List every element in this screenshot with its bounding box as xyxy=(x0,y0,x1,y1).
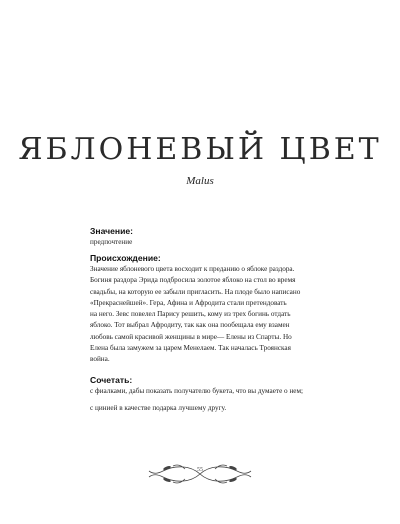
page-title: ЯБЛОНЕВЫЙ ЦВЕТ xyxy=(18,132,382,167)
origin-text xyxy=(90,264,320,366)
origin-line: Значение яблоневого цвета восходит к преданию о яблоке раздора. xyxy=(90,265,295,273)
origin-line: Богиня раздора Эрида подбросила золотое яблоко на стол во время xyxy=(90,276,296,285)
origin-line: свадьбы, на которую ее забыли пригласить. На плоде было написано xyxy=(90,287,301,296)
origin-line: на него. Зевс повелел Парису решить, кому из трех богинь отдать xyxy=(90,310,291,319)
origin-line: война. xyxy=(90,355,110,364)
origin-line: «Прекраснейшей». Гера, Афина и Афродита стали претендовать xyxy=(90,298,287,307)
combinations-item: с цинией в качестве подарка лучшему другу. xyxy=(90,404,227,412)
latin-name: Malus xyxy=(186,175,214,187)
origin-heading: Происхождение: xyxy=(90,253,161,263)
page-number: 55 xyxy=(197,467,203,473)
meaning-text: предпочтение xyxy=(90,238,133,246)
origin-line: любовь самой красивой женщины в мире— Елены из Спарты. Но xyxy=(90,332,292,341)
origin-line: Елена была замужем за царем Менелаем. Так началась Троянская xyxy=(90,344,291,353)
origin-line: яблоко. Тот выбрал Афродиту, так как она пообещала ему взамен xyxy=(90,321,290,330)
ornament-icon xyxy=(145,459,255,489)
meaning-heading: Значение: xyxy=(90,226,134,236)
combinations-item: с фиалками, дабы показать получателю букета, что вы думаете о нем; xyxy=(90,387,304,395)
combinations-heading: Сочетать: xyxy=(90,375,133,385)
